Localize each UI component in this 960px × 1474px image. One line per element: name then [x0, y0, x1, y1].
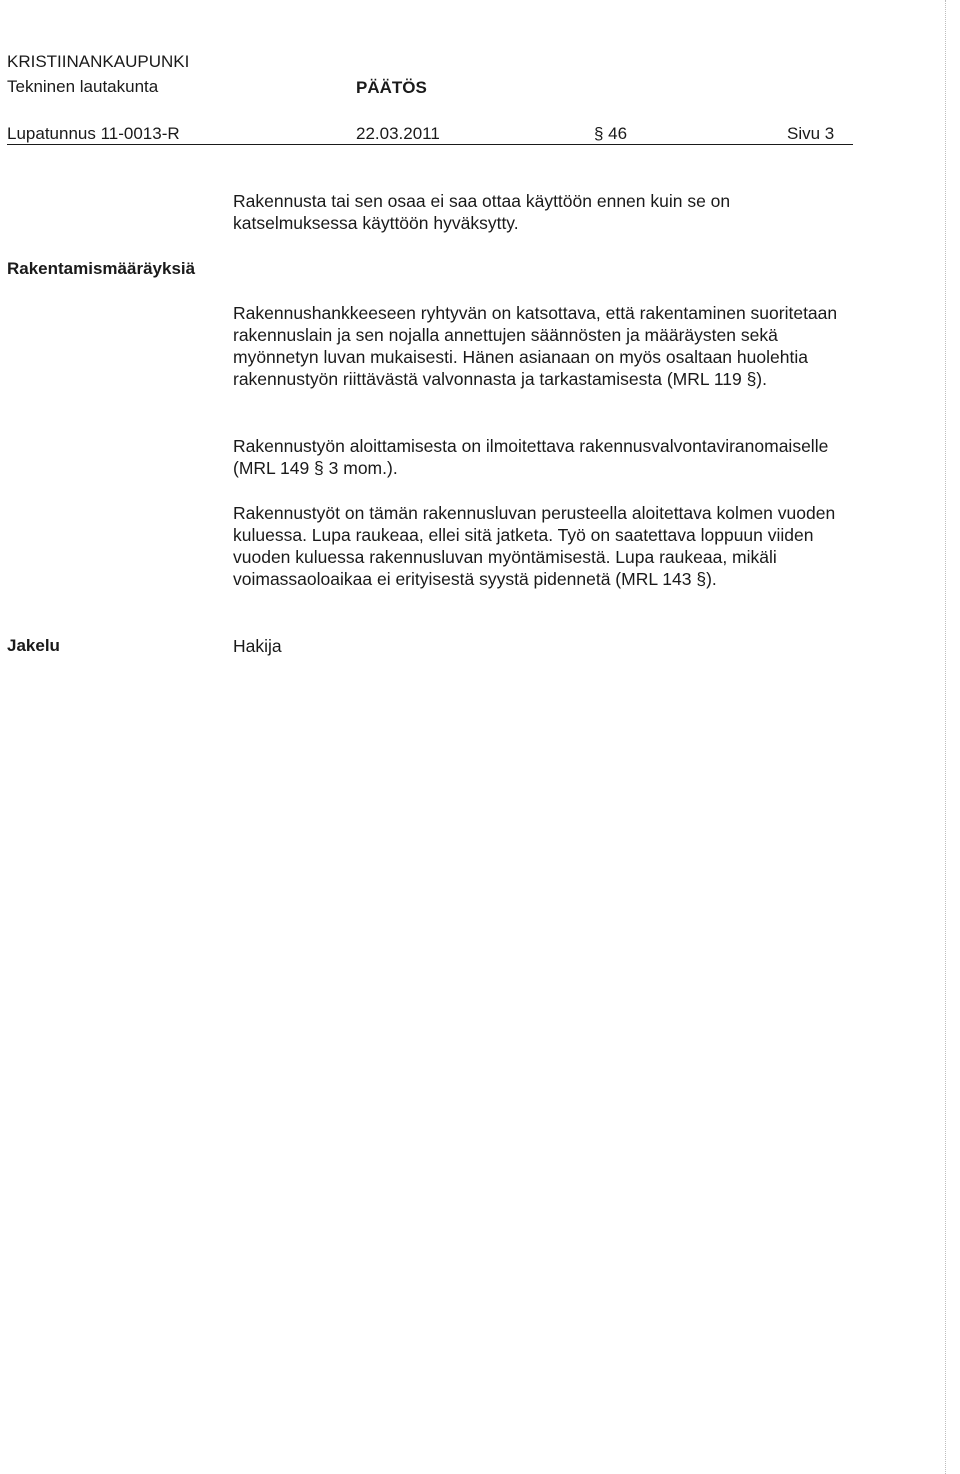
regulation-text: Rakennustyön aloittamisesta on ilmoitettava rakennusvalvontaviranomaiselle (MRL 149 § 3 mom.). — [233, 436, 829, 478]
page-number: Sivu 3 — [787, 124, 835, 143]
organization-name: KRISTIINANKAUPUNKI — [7, 52, 190, 71]
distribution-label: Jakelu — [7, 636, 60, 655]
header-underline — [7, 144, 853, 145]
intro-text: Rakennusta tai sen osaa ei saa ottaa käyttöön ennen kuin se on katselmuksessa käyttöön hyväksytty. — [233, 191, 731, 233]
intro-paragraph — [233, 190, 853, 234]
regulations-label: Rakentamismääräyksiä — [7, 259, 196, 278]
department-name: Tekninen lautakunta — [7, 77, 159, 96]
document-type: PÄÄTÖS — [356, 78, 427, 97]
distribution-recipient: Hakija — [233, 636, 282, 656]
regulation-paragraph-3 — [233, 502, 853, 590]
decision-date: 22.03.2011 — [356, 124, 440, 143]
regulation-text: Rakennustyöt on tämän rakennusluvan perusteella aloitettava kolmen vuoden kuluessa. Lupa raukeaa, ellei sitä jatketa. Työ on saatettava loppuun viiden vuoden kuluessa rakennusluvan myöntämisestä. Lupa raukeaa, mikäli voimassaoloaikaa ei erityisestä syystä pidennetä (MRL 143 §). — [233, 503, 836, 589]
regulation-paragraph-2 — [233, 435, 853, 479]
permit-number: Lupatunnus 11-0013-R — [7, 124, 180, 143]
regulation-text: Rakennushankkeeseen ryhtyvän on katsottava, että rakentaminen suoritetaan rakennuslain ja sen nojalla annettujen säännösten ja määräysten sekä myönnetyn luvan mukaisesti. Hänen asianaan on myös osaltaan huolehtia rakennustyön riittävästä valvonnasta ja tarkastamisesta (MRL 119 §). — [233, 303, 838, 389]
section-number: § 46 — [594, 124, 628, 143]
regulation-paragraph-1 — [233, 302, 853, 390]
scan-edge-divider — [945, 0, 947, 1474]
